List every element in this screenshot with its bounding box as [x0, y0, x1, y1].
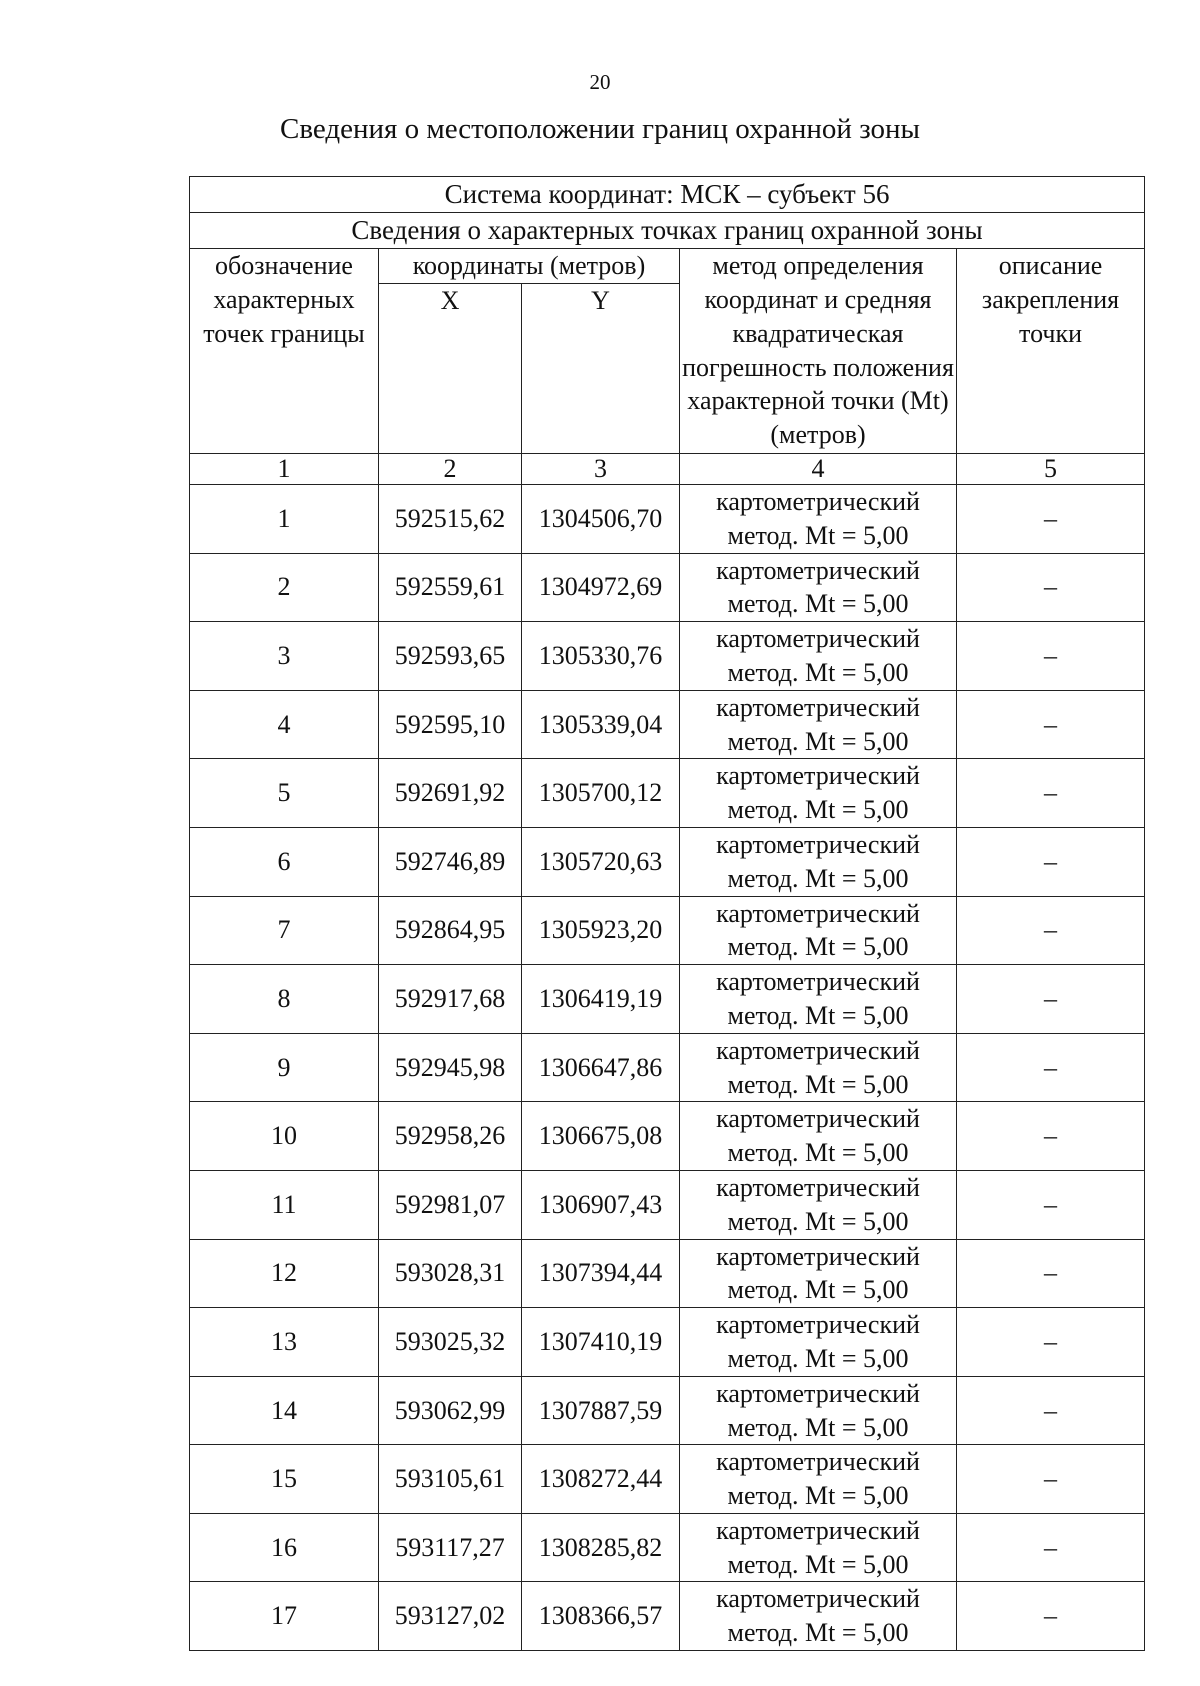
coord-system-label: Система координат: МСК – субъект 56	[190, 177, 1145, 213]
y-coordinate-cell: 1306907,43	[522, 1170, 680, 1239]
method-cell	[680, 484, 957, 553]
method-cell	[680, 1308, 957, 1377]
method-text: метод. Mt = 5,00	[727, 1343, 909, 1373]
method-text: картометрический	[716, 486, 920, 516]
table-row	[190, 1033, 1145, 1102]
table-body	[190, 177, 1145, 1651]
point-cell: 7	[190, 896, 379, 965]
method-text: метод. Mt = 5,00	[727, 863, 909, 893]
point-cell: 14	[190, 1376, 379, 1445]
method-text: метод. Mt = 5,00	[727, 589, 909, 619]
table-row	[190, 1239, 1145, 1308]
x-coordinate-cell: 592515,62	[379, 484, 522, 553]
fixing-cell: –	[957, 484, 1145, 553]
method-text: метод. Mt = 5,00	[727, 1069, 909, 1099]
x-coordinate-cell: 592864,95	[379, 896, 522, 965]
y-coordinate-cell: 1308366,57	[522, 1582, 680, 1651]
table-row	[190, 690, 1145, 759]
x-coordinate-cell: 592958,26	[379, 1102, 522, 1171]
header-y-label: Y	[522, 283, 680, 453]
column-numbers-row	[190, 453, 1145, 484]
method-text: картометрический	[716, 829, 920, 859]
method-cell	[680, 965, 957, 1034]
y-coordinate-cell: 1307410,19	[522, 1308, 680, 1377]
fixing-cell: –	[957, 896, 1145, 965]
y-coordinate-cell: 1308285,82	[522, 1513, 680, 1582]
point-cell: 17	[190, 1582, 379, 1651]
method-cell	[680, 553, 957, 622]
table-row	[190, 896, 1145, 965]
method-text: картометрический	[716, 1378, 920, 1408]
method-text: метод. Mt = 5,00	[727, 1138, 909, 1168]
point-cell: 6	[190, 827, 379, 896]
header-x-label: X	[379, 283, 522, 453]
y-coordinate-cell: 1304972,69	[522, 553, 680, 622]
method-text: картометрический	[716, 898, 920, 928]
method-cell	[680, 1582, 957, 1651]
fixing-cell: –	[957, 1170, 1145, 1239]
y-coordinate-cell: 1305923,20	[522, 896, 680, 965]
method-text: метод. Mt = 5,00	[727, 1549, 909, 1579]
table-row	[190, 553, 1145, 622]
fixing-cell: –	[957, 1582, 1145, 1651]
table-row	[190, 1513, 1145, 1582]
column-number: 4	[680, 453, 957, 484]
method-text: картометрический	[716, 1310, 920, 1340]
point-cell: 10	[190, 1102, 379, 1171]
fixing-cell: –	[957, 690, 1145, 759]
method-cell	[680, 690, 957, 759]
x-coordinate-cell: 592559,61	[379, 553, 522, 622]
method-text: метод. Mt = 5,00	[727, 1481, 909, 1511]
boundary-points-table	[189, 176, 1145, 1651]
y-coordinate-cell: 1307887,59	[522, 1376, 680, 1445]
x-coordinate-cell: 593025,32	[379, 1308, 522, 1377]
method-cell	[680, 827, 957, 896]
point-cell: 16	[190, 1513, 379, 1582]
y-coordinate-cell: 1306419,19	[522, 965, 680, 1034]
method-text: картометрический	[716, 1172, 920, 1202]
section-title: Сведения о характерных точках границ охранной зоны	[190, 213, 1145, 249]
x-coordinate-cell: 592917,68	[379, 965, 522, 1034]
point-cell: 2	[190, 553, 379, 622]
x-coordinate-cell: 593062,99	[379, 1376, 522, 1445]
method-text: метод. Mt = 5,00	[727, 795, 909, 825]
point-cell: 12	[190, 1239, 379, 1308]
y-coordinate-cell: 1304506,70	[522, 484, 680, 553]
table-row	[190, 1445, 1145, 1514]
method-text: метод. Mt = 5,00	[727, 932, 909, 962]
header-method-label: метод определения координат и средняя квадратическая погрешность положения характерной точки (Mt) (метров)	[680, 249, 957, 454]
method-text: картометрический	[716, 1241, 920, 1271]
fixing-cell: –	[957, 553, 1145, 622]
column-number: 1	[190, 453, 379, 484]
point-cell: 13	[190, 1308, 379, 1377]
point-cell: 8	[190, 965, 379, 1034]
header-row	[190, 249, 1145, 284]
column-number: 5	[957, 453, 1145, 484]
fixing-cell: –	[957, 965, 1145, 1034]
fixing-cell: –	[957, 1033, 1145, 1102]
point-cell: 3	[190, 622, 379, 691]
point-cell: 11	[190, 1170, 379, 1239]
method-text: метод. Mt = 5,00	[727, 1000, 909, 1030]
point-cell: 9	[190, 1033, 379, 1102]
method-text: картометрический	[716, 624, 920, 654]
table-row	[190, 1170, 1145, 1239]
x-coordinate-cell: 592981,07	[379, 1170, 522, 1239]
fixing-cell: –	[957, 1513, 1145, 1582]
y-coordinate-cell: 1307394,44	[522, 1239, 680, 1308]
method-text: картометрический	[716, 967, 920, 997]
y-coordinate-cell: 1305339,04	[522, 690, 680, 759]
method-text: метод. Mt = 5,00	[727, 520, 909, 550]
x-coordinate-cell: 593127,02	[379, 1582, 522, 1651]
method-text: картометрический	[716, 1447, 920, 1477]
y-coordinate-cell: 1308272,44	[522, 1445, 680, 1514]
method-cell	[680, 1513, 957, 1582]
table-row	[190, 1102, 1145, 1171]
method-cell	[680, 1033, 957, 1102]
x-coordinate-cell: 593028,31	[379, 1239, 522, 1308]
y-coordinate-cell: 1306675,08	[522, 1102, 680, 1171]
fixing-cell: –	[957, 827, 1145, 896]
header-coords-label: координаты (метров)	[379, 249, 680, 284]
method-cell	[680, 759, 957, 828]
y-coordinate-cell: 1305700,12	[522, 759, 680, 828]
method-cell	[680, 1102, 957, 1171]
method-text: метод. Mt = 5,00	[727, 1412, 909, 1442]
fixing-cell: –	[957, 759, 1145, 828]
method-cell	[680, 1445, 957, 1514]
header-fixing-label: описание закрепления точки	[957, 249, 1145, 454]
y-coordinate-cell: 1306647,86	[522, 1033, 680, 1102]
x-coordinate-cell: 592746,89	[379, 827, 522, 896]
table-row	[190, 1376, 1145, 1445]
method-text: картометрический	[716, 692, 920, 722]
x-coordinate-cell: 592593,65	[379, 622, 522, 691]
table-row	[190, 827, 1145, 896]
y-coordinate-cell: 1305330,76	[522, 622, 680, 691]
method-text: картометрический	[716, 555, 920, 585]
table-row	[190, 622, 1145, 691]
x-coordinate-cell: 593105,61	[379, 1445, 522, 1514]
method-cell	[680, 896, 957, 965]
coord-system-row	[190, 177, 1145, 213]
x-coordinate-cell: 592595,10	[379, 690, 522, 759]
fixing-cell: –	[957, 622, 1145, 691]
section-title-row	[190, 213, 1145, 249]
table-row	[190, 1308, 1145, 1377]
point-cell: 15	[190, 1445, 379, 1514]
method-text: метод. Mt = 5,00	[727, 1618, 909, 1648]
point-cell: 4	[190, 690, 379, 759]
y-coordinate-cell: 1305720,63	[522, 827, 680, 896]
method-cell	[680, 622, 957, 691]
table-row	[190, 759, 1145, 828]
column-number: 3	[522, 453, 680, 484]
point-cell: 1	[190, 484, 379, 553]
x-coordinate-cell: 592945,98	[379, 1033, 522, 1102]
table-row	[190, 1582, 1145, 1651]
page-number: 20	[589, 70, 611, 94]
method-text: картометрический	[716, 761, 920, 791]
method-text: картометрический	[716, 1104, 920, 1134]
table-row	[190, 965, 1145, 1034]
x-coordinate-cell: 592691,92	[379, 759, 522, 828]
page-title: Сведения о местоположении границ охранной зоны	[279, 113, 920, 145]
column-number: 2	[379, 453, 522, 484]
method-text: метод. Mt = 5,00	[727, 726, 909, 756]
fixing-cell: –	[957, 1376, 1145, 1445]
method-cell	[680, 1170, 957, 1239]
point-cell: 5	[190, 759, 379, 828]
method-cell	[680, 1376, 957, 1445]
fixing-cell: –	[957, 1445, 1145, 1514]
method-text: метод. Mt = 5,00	[727, 657, 909, 687]
fixing-cell: –	[957, 1102, 1145, 1171]
fixing-cell: –	[957, 1308, 1145, 1377]
method-text: метод. Mt = 5,00	[727, 1206, 909, 1236]
method-text: картометрический	[716, 1035, 920, 1065]
method-text: метод. Mt = 5,00	[727, 1275, 909, 1305]
x-coordinate-cell: 593117,27	[379, 1513, 522, 1582]
method-cell	[680, 1239, 957, 1308]
fixing-cell: –	[957, 1239, 1145, 1308]
method-text: картометрический	[716, 1584, 920, 1614]
header-point-label: обозначение характерных точек границы	[190, 249, 379, 454]
method-text: картометрический	[716, 1515, 920, 1545]
table-row	[190, 484, 1145, 553]
